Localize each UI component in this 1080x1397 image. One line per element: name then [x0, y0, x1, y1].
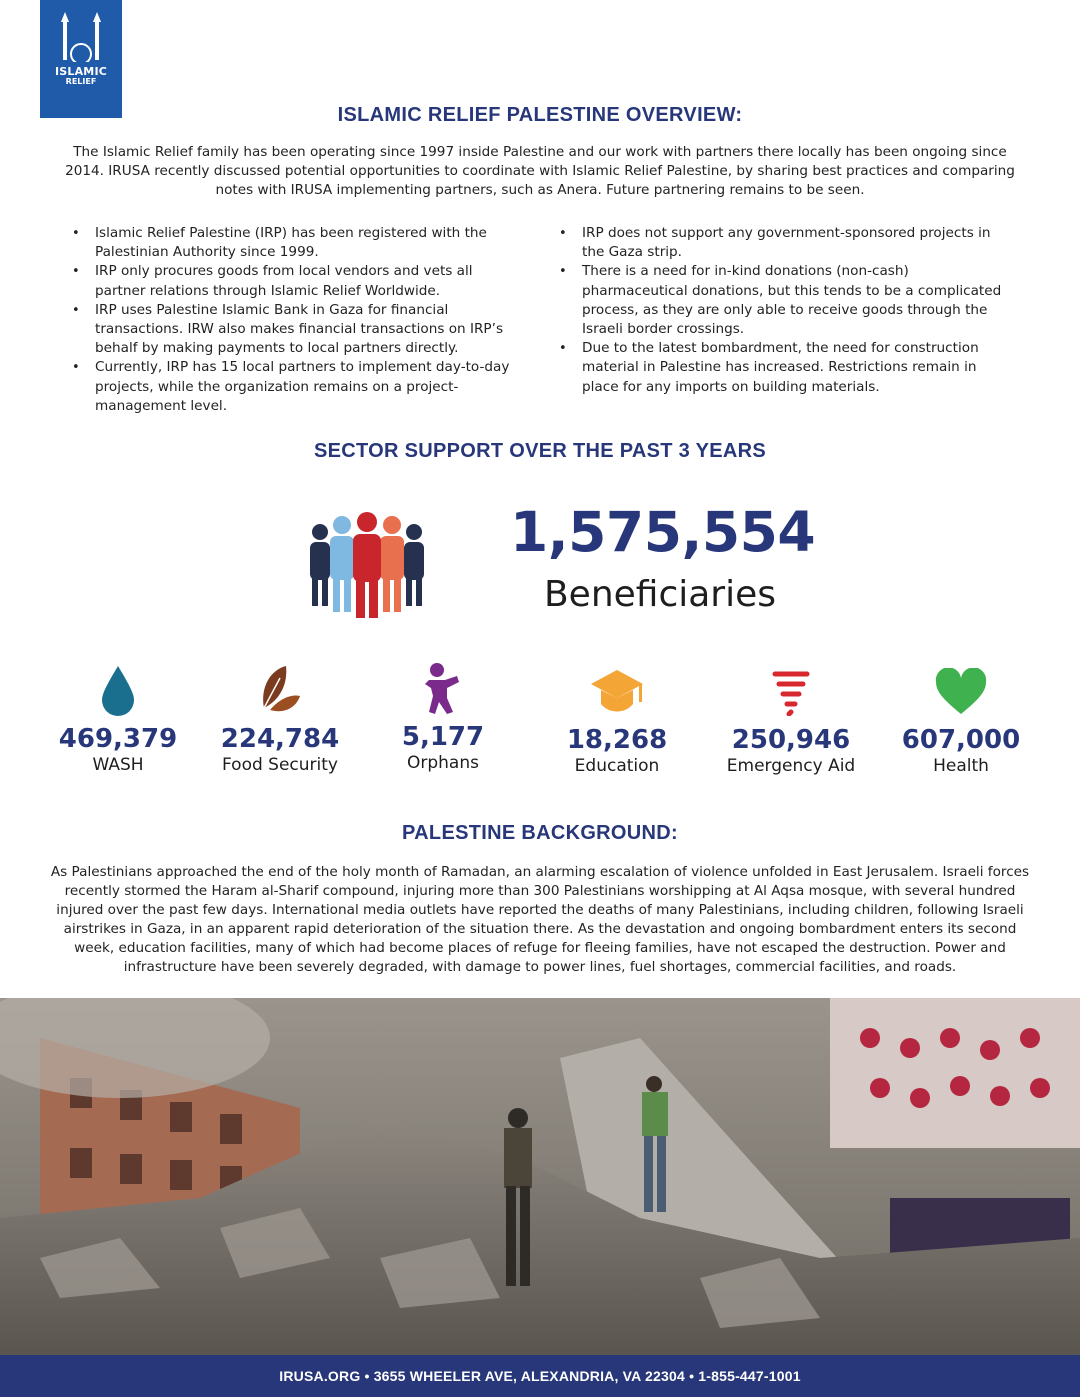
stat-wash	[38, 664, 198, 776]
sector-title: SECTOR SUPPORT OVER THE PAST 3 YEARS	[313, 440, 766, 462]
list-item: • IRP uses Palestine Islamic Bank in Gaza for financial transactions. IRW also makes financial transactions on IRP’s behalf by making payments to local partners directly.	[72, 301, 517, 359]
logo-subtext: RELIEF	[65, 77, 97, 86]
stat-value: 224,784	[220, 724, 340, 754]
stat-value: 18,268	[566, 725, 668, 755]
background-title: PALESTINE BACKGROUND:	[402, 822, 678, 844]
stat-label: WASH	[92, 755, 144, 775]
total-beneficiaries: 1,575,554	[510, 500, 816, 564]
stat-food-security	[200, 664, 360, 776]
photo-illustration	[0, 998, 1080, 1355]
stat-orphans	[363, 662, 523, 774]
stat-value: 607,000	[901, 725, 1021, 755]
logo-text: ISLAMIC	[54, 65, 108, 78]
graduation-cap-icon	[589, 668, 645, 716]
stat-label: Orphans	[407, 753, 479, 773]
stat-education	[537, 668, 697, 777]
stat-label: Health	[933, 756, 989, 776]
list-item: • There is a need for in-kind donations (non-cash) pharmaceutical donations, but this tends to be a complicated process, as they are only able to receive goods through the Israeli border crossings.	[559, 262, 1011, 339]
stat-label: Food Security	[222, 755, 338, 775]
people-group-icon	[302, 510, 432, 620]
overview-title: ISLAMIC RELIEF PALESTINE OVERVIEW:	[337, 104, 743, 126]
stat-value: 469,379	[58, 724, 178, 754]
islamic-relief-logo	[40, 0, 122, 118]
list-item: • IRP only procures goods from local vendors and vets all partner relations through Islamic Relief Worldwide.	[72, 262, 517, 300]
overview-bullets-right	[559, 224, 1011, 397]
stat-label: Education	[574, 756, 660, 776]
list-item: • Currently, IRP has 15 local partners to implement day-to-day projects, while the organization remains on a project-management level.	[72, 358, 517, 416]
heart-icon	[934, 668, 988, 716]
list-item: • IRP does not support any government-sponsored projects in the Gaza strip.	[559, 224, 1011, 262]
stat-emergency-aid	[711, 668, 871, 777]
list-item: • Islamic Relief Palestine (IRP) has been registered with the Palestinian Authority since 1999.	[72, 224, 517, 262]
stat-label: Emergency Aid	[726, 756, 856, 776]
overview-intro: The Islamic Relief family has been operating since 1997 inside Palestine and our work with partners there locally has been ongoing since 2014. IRUSA recently discussed potential opportunities to coordinate with Islamic Relief Palestine, by sharing best practices and comparing notes with IRUSA implementing partners, such as Anera. Future partnering remains to be seen.	[65, 144, 1015, 198]
water-drop-icon	[98, 664, 138, 716]
overview-bullets-left	[72, 224, 517, 416]
tornado-icon	[771, 668, 811, 716]
stat-health	[881, 668, 1041, 777]
child-icon	[423, 662, 463, 714]
stat-value: 250,946	[731, 725, 851, 755]
mosque-minarets-icon	[51, 12, 111, 62]
total-beneficiaries-label: Beneficiaries	[543, 574, 777, 615]
leaf-icon	[256, 664, 304, 714]
rubble-photo	[0, 998, 1080, 1355]
footer-contact: IRUSA.ORG • 3655 WHEELER AVE, ALEXANDRIA, VA 22304 • 1-855-447-1001	[0, 1355, 1080, 1397]
background-text: As Palestinians approached the end of the holy month of Ramadan, an alarming escalation of violence unfolded in East Jerusalem. Israeli forces recently stormed the Haram al-Sharif compound, injuring more than 300 Palestinians worshipping at Al Aqsa mosque, with several hundred injured over the past few days. International media outlets have reported the deaths of many Palestinians, including children, following Israeli airstrikes in Gaza, in an apparent rapid deterioration of the situation there. As the devastation and ongoing bombardment enters its second week, education facilities, many of which had become places of refuge for fleeing families, have not escaped the destruction. Power and infrastructure have been severely degraded, with damage to power lines, fuel shortages, commercial facilities, and roads.	[50, 864, 1030, 975]
stat-value: 5,177	[401, 722, 485, 752]
list-item: • Due to the latest bombardment, the need for construction material in Palestine has increased. Restrictions remain in place for any imports on building materials.	[559, 339, 1011, 397]
